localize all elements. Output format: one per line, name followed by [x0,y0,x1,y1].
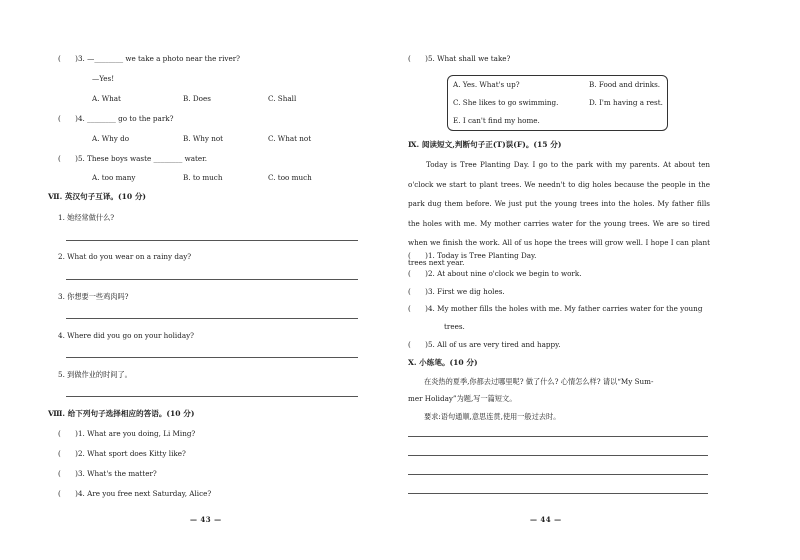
page-number: — 43 — [190,515,222,524]
option-c: C. too much [268,173,312,182]
option-b: B. Does [183,94,211,103]
question-5: ( )5. What shall we take? [408,54,511,63]
option-a: A. too many [92,173,136,182]
question-5: ( )5. These boys waste ________ water. [58,154,208,163]
option-b: B. Why not [183,134,224,143]
writing-requirement: 要求:语句通顺,意思连贯,使用一般过去时。 [424,412,561,421]
answer-line [66,240,358,241]
translate-item-1: 1. 她经常做什么? [58,213,115,222]
question-3-reply: —Yes! [92,74,115,83]
answer-line [66,357,358,358]
option-b: B. to much [183,173,223,182]
translate-item-4: 4. Where did you go on your holiday? [58,331,195,340]
writing-line [408,436,708,437]
match-item-2: ( )2. What sport does Kitty like? [58,449,186,458]
translate-item-3: 3. 你想要一些鸡肉吗? [58,292,129,301]
option-d: D. I'm having a rest. [589,98,663,107]
writing-prompt-line-1: 在炎热的夏季,你都去过哪里呢? 做了什么? 心情怎么样? 请以“My Sum- [424,377,654,386]
question-3: ( )3. —________ we take a photo near the river? [58,54,241,63]
option-b: B. Food and drinks. [589,80,661,89]
answer-line [66,318,358,319]
match-item-3: ( )3. What's the matter? [58,469,157,478]
judge-item-1: ( )1. Today is Tree Planting Day. [408,251,537,260]
translate-item-2: 2. What do you wear on a rainy day? [58,252,192,261]
section-10-title: Ⅹ. 小练笔。(10 分) [408,358,478,367]
writing-line [408,455,708,456]
answer-line [66,279,358,280]
option-c: C. Shall [268,94,297,103]
section-8-title: Ⅷ. 给下列句子选择相应的答语。(10 分) [48,409,195,418]
right-page [400,0,800,560]
writing-line [408,493,708,494]
match-item-4: ( )4. Are you free next Saturday, Alice? [58,489,212,498]
question-4: ( )4. ________ go to the park? [58,114,174,123]
option-a: A. Yes. What's up? [453,80,520,89]
judge-item-2: ( )2. At about nine o'clock we begin to work. [408,269,582,278]
judge-item-4: ( )4. My mother fills the holes with me. My father carries water for the young [408,304,703,313]
page-number: — 44 — [530,515,562,524]
answer-line [66,396,358,397]
writing-line [408,474,708,475]
section-7-title: Ⅶ. 英汉句子互译。(10 分) [48,192,147,201]
section-9-title: Ⅸ. 阅读短文,判断句子正(T)误(F)。(15 分) [408,140,562,149]
judge-item-4-continued: trees. [444,322,465,331]
option-a: A. What [92,94,121,103]
option-e: E. I can't find my home. [453,116,540,125]
option-c: C. What not [268,134,312,143]
option-c: C. She likes to go swimming. [453,98,559,107]
judge-item-3: ( )3. First we dig holes. [408,287,505,296]
judge-item-5: ( )5. All of us are very tired and happy. [408,340,561,349]
option-a: A. Why do [92,134,130,143]
reading-passage: Today is Tree Planting Day. I go to the park with my parents. At about ten o'clock we start to plant trees. We needn't to dig holes because the people in the park dug them before. We just put the young trees into the holes. My father fills the holes with me. My mother carries water for the young trees. We are so tired when we finish the work. All of us hope the trees will grow well. I hope I can plant trees next year. [408,160,710,267]
writing-prompt-line-2: mer Holiday”为题,写一篇短文。 [408,394,517,403]
match-item-1: ( )1. What are you doing, Li Ming? [58,429,196,438]
translate-item-5: 5. 到做作业的时间了。 [58,370,132,379]
